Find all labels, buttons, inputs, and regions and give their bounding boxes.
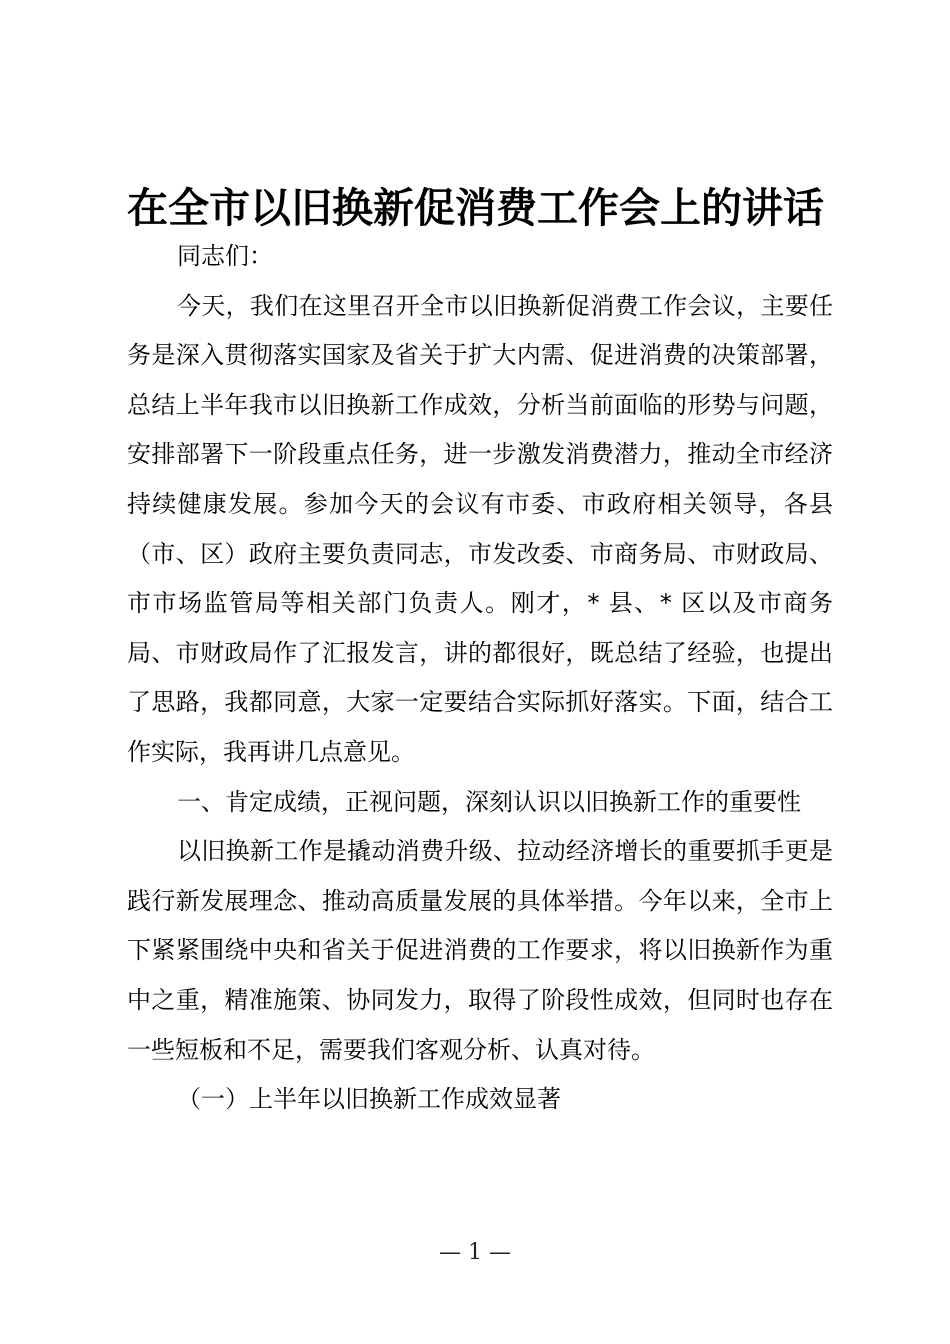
subsection-heading-1: （一）上半年以旧换新工作成效显著 <box>177 1085 561 1114</box>
section-heading-1: 一、肯定成绩，正视问题，深刻认识以旧换新工作的重要性 <box>177 787 801 816</box>
section-intro-paragraph: 以旧换新工作是撬动消费升级、拉动经济增长的重要抓手更是践行新发展理念、推动高质量发展的具体举措。今年以来，全市上下紧紧围绕中央和省关于促进消费的工作要求，将以旧换新作为重中之重，精准施策、协同发力，取得了阶段性成效，但同时也存在一些短板和不足，需要我们客观分析、认真对待。 <box>127 837 833 1064</box>
salutation: 同志们： <box>177 242 273 270</box>
opening-paragraph: 今天，我们在这里召开全市以旧换新促消费工作会议，主要任务是深入贯彻落实国家及省关于扩大内需、促进消费的决策部署，总结上半年我市以旧换新工作成效，分析当前面临的形势与问题，安排部署下一阶段重点任务，进一步激发消费潜力，推动全市经济持续健康发展。参加今天的会议有市委、市政府相关领导，各县（市、区）政府主要负责同志，市发改委、市商务局、市财政局、市市场监管局等相关部门负责人。刚才，* 县、* 区以及市商务局、市财政局作了汇报发言，讲的都很好，既总结了经验，也提出了思路，我都同意，大家一定要结合实际抓好落实。下面，结合工作实际，我再讲几点意见。 <box>127 291 833 766</box>
document-title: 在全市以旧换新促消费工作会上的讲话 <box>127 184 824 232</box>
page-number: — 1 — <box>439 1240 511 1265</box>
document-body <box>127 232 833 1125</box>
